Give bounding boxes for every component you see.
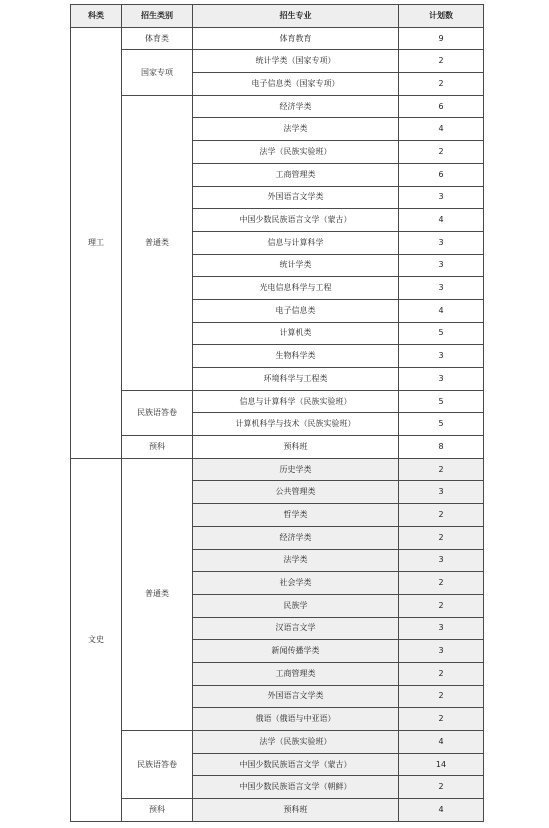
major-cell: 新闻传播学类 xyxy=(193,640,399,663)
plan-count-cell: 3 xyxy=(399,231,484,254)
major-cell: 工商管理类 xyxy=(193,163,399,186)
plan-count-cell: 4 xyxy=(399,209,484,232)
major-cell: 俄语（俄语与中亚语） xyxy=(193,708,399,731)
category-cell: 预科 xyxy=(122,436,193,459)
major-cell: 计算机类 xyxy=(193,322,399,345)
plan-count-cell: 4 xyxy=(399,299,484,322)
plan-count-cell: 2 xyxy=(399,73,484,96)
major-cell: 预科班 xyxy=(193,436,399,459)
major-cell: 光电信息科学与工程 xyxy=(193,277,399,300)
major-cell: 电子信息类（国家专项） xyxy=(193,73,399,96)
major-cell: 法学类 xyxy=(193,118,399,141)
major-cell: 电子信息类 xyxy=(193,299,399,322)
plan-count-cell: 9 xyxy=(399,27,484,50)
plan-count-cell: 2 xyxy=(399,708,484,731)
major-cell: 民族学 xyxy=(193,594,399,617)
major-cell: 经济学类 xyxy=(193,95,399,118)
category-cell: 民族语答卷 xyxy=(122,731,193,799)
header-category: 招生类别 xyxy=(122,5,193,28)
plan-count-cell: 2 xyxy=(399,572,484,595)
table-row xyxy=(71,50,484,73)
header-plan-count: 计划数 xyxy=(399,5,484,28)
major-cell: 体育教育 xyxy=(193,27,399,50)
category-cell: 体育类 xyxy=(122,27,193,50)
plan-count-cell: 4 xyxy=(399,731,484,754)
plan-count-cell: 5 xyxy=(399,390,484,413)
table-row xyxy=(71,436,484,459)
plan-count-cell: 3 xyxy=(399,254,484,277)
plan-count-cell: 3 xyxy=(399,549,484,572)
major-cell: 环境科学与工程类 xyxy=(193,368,399,391)
major-cell: 工商管理类 xyxy=(193,662,399,685)
major-cell: 信息与计算科学 xyxy=(193,231,399,254)
category-cell: 民族语答卷 xyxy=(122,390,193,435)
plan-count-cell: 3 xyxy=(399,640,484,663)
major-cell: 外国语言文学类 xyxy=(193,186,399,209)
table-row xyxy=(71,27,484,50)
table-row xyxy=(71,390,484,413)
major-cell: 信息与计算科学（民族实验班） xyxy=(193,390,399,413)
header-row xyxy=(71,5,484,28)
subject-cell: 文史 xyxy=(71,458,122,821)
major-cell: 统计学类（国家专项） xyxy=(193,50,399,73)
plan-count-cell: 2 xyxy=(399,776,484,799)
plan-count-cell: 3 xyxy=(399,368,484,391)
major-cell: 中国少数民族语言文学（蒙古） xyxy=(193,753,399,776)
plan-count-cell: 2 xyxy=(399,594,484,617)
table-row xyxy=(71,799,484,822)
major-cell: 法学（民族实验班） xyxy=(193,731,399,754)
plan-count-cell: 2 xyxy=(399,458,484,481)
major-cell: 预科班 xyxy=(193,799,399,822)
major-cell: 经济学类 xyxy=(193,526,399,549)
plan-count-cell: 3 xyxy=(399,186,484,209)
plan-count-cell: 4 xyxy=(399,799,484,822)
major-cell: 汉语言文学 xyxy=(193,617,399,640)
header-subject: 科类 xyxy=(71,5,122,28)
major-cell: 中国少数民族语言文学（朝鲜） xyxy=(193,776,399,799)
major-cell: 统计学类 xyxy=(193,254,399,277)
category-cell: 普通类 xyxy=(122,458,193,730)
plan-count-cell: 6 xyxy=(399,163,484,186)
major-cell: 公共管理类 xyxy=(193,481,399,504)
major-cell: 计算机科学与技术（民族实验班） xyxy=(193,413,399,436)
plan-count-cell: 3 xyxy=(399,481,484,504)
category-cell: 国家专项 xyxy=(122,50,193,95)
plan-count-cell: 2 xyxy=(399,50,484,73)
plan-count-cell: 5 xyxy=(399,322,484,345)
plan-count-cell: 2 xyxy=(399,504,484,527)
major-cell: 历史学类 xyxy=(193,458,399,481)
category-cell: 预科 xyxy=(122,799,193,822)
major-cell: 社会学类 xyxy=(193,572,399,595)
table-body xyxy=(71,27,484,821)
category-cell: 普通类 xyxy=(122,95,193,390)
plan-count-cell: 14 xyxy=(399,753,484,776)
plan-count-cell: 3 xyxy=(399,345,484,368)
table-row xyxy=(71,95,484,118)
subject-cell: 理工 xyxy=(71,27,122,458)
plan-count-cell: 2 xyxy=(399,685,484,708)
table-row xyxy=(71,731,484,754)
plan-count-cell: 5 xyxy=(399,413,484,436)
major-cell: 生物科学类 xyxy=(193,345,399,368)
table-row xyxy=(71,458,484,481)
plan-count-cell: 2 xyxy=(399,662,484,685)
plan-count-cell: 8 xyxy=(399,436,484,459)
major-cell: 外国语言文学类 xyxy=(193,685,399,708)
plan-count-cell: 3 xyxy=(399,277,484,300)
major-cell: 中国少数民族语言文学（蒙古） xyxy=(193,209,399,232)
plan-count-cell: 6 xyxy=(399,95,484,118)
header-major: 招生专业 xyxy=(193,5,399,28)
major-cell: 哲学类 xyxy=(193,504,399,527)
plan-count-cell: 4 xyxy=(399,118,484,141)
plan-count-cell: 3 xyxy=(399,617,484,640)
plan-count-cell: 2 xyxy=(399,141,484,164)
enrollment-plan-table xyxy=(70,4,484,822)
plan-count-cell: 2 xyxy=(399,526,484,549)
major-cell: 法学（民族实验班） xyxy=(193,141,399,164)
major-cell: 法学类 xyxy=(193,549,399,572)
